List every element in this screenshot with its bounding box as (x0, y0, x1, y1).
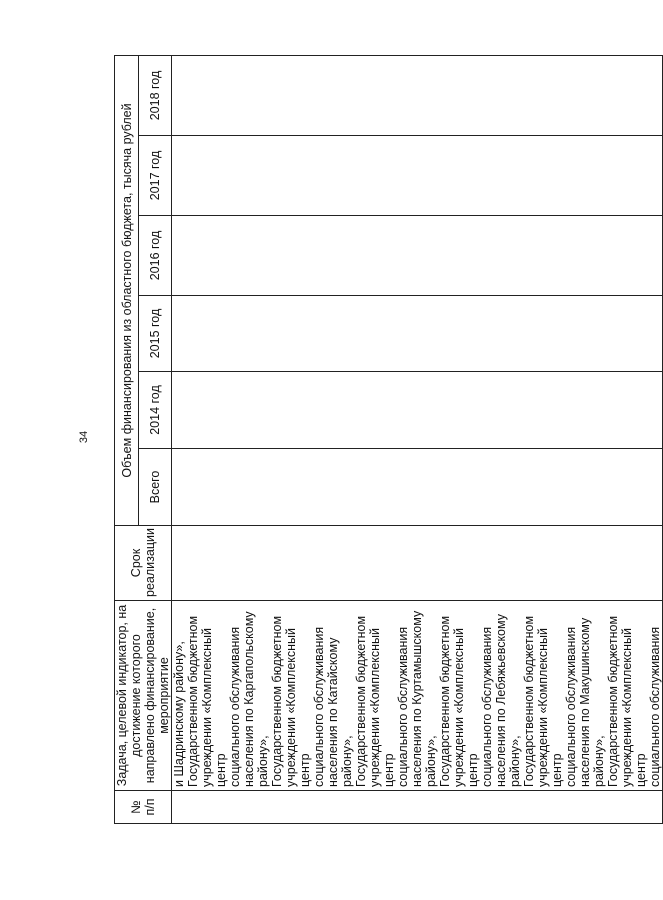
task-line: Государственном бюджетном (606, 615, 620, 787)
cell-2016 (172, 216, 663, 296)
header-2015: 2015 год (139, 296, 172, 372)
task-line: населения по Макушинскому (578, 617, 592, 787)
funding-table (114, 55, 663, 824)
task-line: и Шадринскому району», (172, 641, 186, 787)
task-line: социального обслуживания (564, 626, 578, 787)
task-line: учреждении «Комплексный центр (620, 628, 648, 787)
task-line: району», (592, 735, 606, 787)
task-line: населения по Катайскому (326, 637, 340, 787)
task-line: учреждении «Комплексный центр (284, 628, 312, 787)
page-number: 34 (78, 430, 90, 444)
cell-total (172, 449, 663, 526)
header-funding-group: Объем финансирования из областного бюджета, тысяча рублей (115, 55, 139, 525)
task-line: социального обслуживания (480, 626, 494, 787)
task-line: району», (256, 735, 270, 787)
task-line: Государственном бюджетном (438, 615, 452, 787)
header-task: Задача, целевой индикатор, на достижение которого направлено финансирование, мероприятие (115, 601, 172, 791)
cell-2015 (172, 296, 663, 372)
task-line: Государственном бюджетном (270, 615, 284, 787)
task-line: Государственном бюджетном (522, 615, 536, 787)
task-line: Государственном бюджетном (186, 615, 200, 787)
header-2016: 2016 год (139, 216, 172, 296)
cell-2014 (172, 372, 663, 449)
cell-2018 (172, 55, 663, 135)
header-2014: 2014 год (139, 372, 172, 449)
task-line: Государственном бюджетном (354, 615, 368, 787)
task-line: учреждении «Комплексный центр (452, 628, 480, 787)
header-2017: 2017 год (139, 136, 172, 216)
task-text (172, 604, 662, 787)
rotated-table-container (114, 56, 662, 824)
header-2018: 2018 год (139, 55, 172, 135)
task-line: социального обслуживания (648, 626, 662, 787)
cell-term (172, 526, 663, 601)
cell-2017 (172, 136, 663, 216)
task-line: району», (340, 735, 354, 787)
cell-num (172, 791, 663, 824)
header-total: Всего (139, 449, 172, 526)
task-line: населения по Каргапольскому (242, 611, 256, 787)
task-line: населения по Лебяжьевскому (494, 614, 508, 787)
table-row (172, 55, 663, 823)
cell-task (172, 601, 663, 791)
task-line: району», (424, 735, 438, 787)
task-line: социального обслуживания (312, 626, 326, 787)
task-line: социального обслуживания (228, 626, 242, 787)
task-line: району», (508, 735, 522, 787)
task-line: населения по Куртамышскому (410, 610, 424, 787)
task-line: учреждении «Комплексный центр (200, 628, 228, 787)
header-num: № п/п (115, 791, 172, 824)
header-term: Срок реализации (115, 526, 172, 601)
task-line: учреждении «Комплексный центр (368, 628, 396, 787)
task-line: социального обслуживания (396, 626, 410, 787)
task-line: учреждении «Комплексный центр (536, 628, 564, 787)
